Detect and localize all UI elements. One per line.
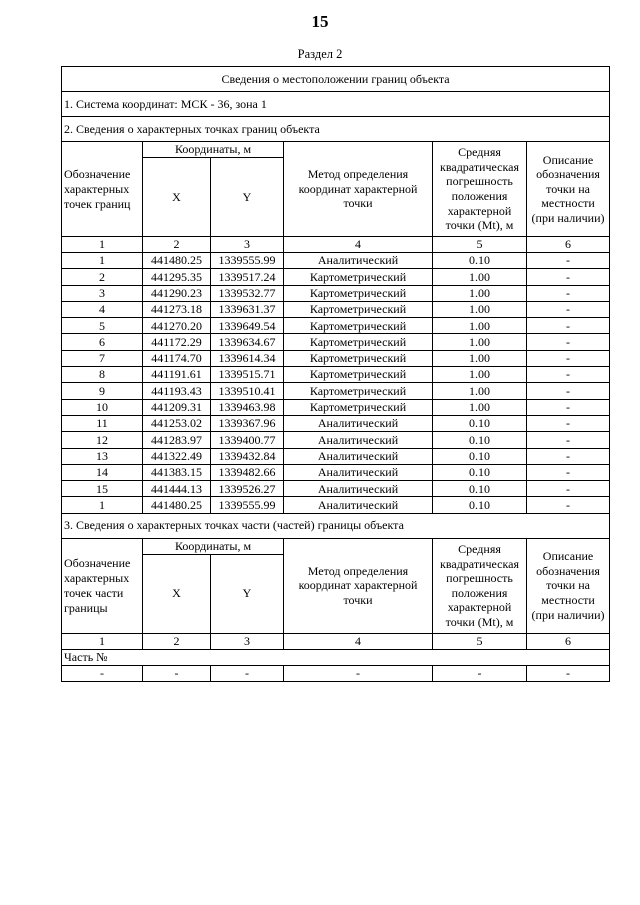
coord-y: 1339526.27 bbox=[211, 481, 284, 497]
method: Аналитический bbox=[284, 253, 433, 269]
table-row bbox=[62, 350, 610, 366]
table-row bbox=[62, 253, 610, 269]
coord-x: 441290.23 bbox=[143, 285, 211, 301]
coord-y: 1339517.24 bbox=[211, 269, 284, 285]
coord-x: 441273.18 bbox=[143, 301, 211, 317]
error-mt: 1.00 bbox=[433, 301, 527, 317]
table-row bbox=[62, 334, 610, 350]
table-row bbox=[62, 367, 610, 383]
coord-y: 1339634.67 bbox=[211, 334, 284, 350]
coord-x: 441444.13 bbox=[143, 481, 211, 497]
coord-y: 1339532.77 bbox=[211, 285, 284, 301]
table-row bbox=[62, 432, 610, 448]
method: Картометрический bbox=[284, 350, 433, 366]
header2-method: Метод определения координат характерной точки bbox=[284, 538, 433, 633]
coord-x: 441480.25 bbox=[143, 253, 211, 269]
description: - bbox=[527, 285, 610, 301]
coord-y: 1339614.34 bbox=[211, 350, 284, 366]
description: - bbox=[527, 269, 610, 285]
header-x: X bbox=[143, 158, 211, 237]
method: Картометрический bbox=[284, 285, 433, 301]
coord-y: 1339510.41 bbox=[211, 383, 284, 399]
table-row bbox=[62, 497, 610, 513]
method: Картометрический bbox=[284, 367, 433, 383]
error-mt: 1.00 bbox=[433, 269, 527, 285]
coord-x: 441209.31 bbox=[143, 399, 211, 415]
section-label: Раздел 2 bbox=[297, 47, 343, 61]
method: Аналитический bbox=[284, 481, 433, 497]
header2-designation bbox=[62, 538, 143, 633]
coord-x: 441270.20 bbox=[143, 318, 211, 334]
column-number-5: 5 bbox=[433, 237, 527, 253]
header-description: Описание обозначения точки на местности (при наличии) bbox=[527, 142, 610, 237]
method: Картометрический bbox=[284, 334, 433, 350]
header-method: Метод определения координат характерной точки bbox=[284, 142, 433, 237]
column-number-4: 4 bbox=[284, 237, 433, 253]
point-number: 10 bbox=[62, 399, 143, 415]
header2-y: Y bbox=[211, 554, 284, 633]
column-number-1: 1 bbox=[62, 633, 143, 649]
coord-system: 1. Система координат: МСК - 36, зона 1 bbox=[62, 92, 610, 117]
point-number: 12 bbox=[62, 432, 143, 448]
header2-description: Описание обозначения точки на местности (при наличии) bbox=[527, 538, 610, 633]
error-mt: 0.10 bbox=[433, 432, 527, 448]
method: Картометрический bbox=[284, 269, 433, 285]
header-coords: Координаты, м bbox=[143, 142, 284, 158]
header2-coords: Координаты, м bbox=[143, 538, 284, 554]
description: - bbox=[527, 253, 610, 269]
coord-x: 441174.70 bbox=[143, 350, 211, 366]
description: - bbox=[527, 334, 610, 350]
description: - bbox=[527, 464, 610, 480]
description: - bbox=[527, 367, 610, 383]
table-row bbox=[62, 269, 610, 285]
description: - bbox=[527, 481, 610, 497]
column-number-3: 3 bbox=[211, 633, 284, 649]
table-title: Сведения о местоположении границ объекта bbox=[62, 67, 610, 92]
error-mt: 1.00 bbox=[433, 334, 527, 350]
header-y: Y bbox=[211, 158, 284, 237]
error-mt: 0.10 bbox=[433, 415, 527, 431]
error-mt: 1.00 bbox=[433, 399, 527, 415]
header-designation: Обозначение характерных точек границ bbox=[62, 142, 143, 237]
error-mt: 0.10 bbox=[433, 497, 527, 513]
method: Аналитический bbox=[284, 464, 433, 480]
header2-designation-text: Обозначение характерных точек части границы bbox=[64, 555, 131, 615]
table-row bbox=[62, 301, 610, 317]
header2-error: Средняя квадратическая погрешность положения характерной точки (Mt), м bbox=[433, 538, 527, 633]
column-number-6: 6 bbox=[527, 633, 610, 649]
table-row bbox=[62, 448, 610, 464]
description: - bbox=[527, 318, 610, 334]
coord-y: 1339432.84 bbox=[211, 448, 284, 464]
point-number: 15 bbox=[62, 481, 143, 497]
point-number: 1 bbox=[62, 253, 143, 269]
coord-y: 1339555.99 bbox=[211, 253, 284, 269]
column-number-4: 4 bbox=[284, 633, 433, 649]
point-number: 1 bbox=[62, 497, 143, 513]
coord-y: 1339555.99 bbox=[211, 497, 284, 513]
error-mt: 0.10 bbox=[433, 448, 527, 464]
coord-y: 1339400.77 bbox=[211, 432, 284, 448]
coord-x: 441172.29 bbox=[143, 334, 211, 350]
boundary-table bbox=[61, 66, 610, 682]
empty-cell-4: - bbox=[284, 665, 433, 681]
method: Картометрический bbox=[284, 318, 433, 334]
description: - bbox=[527, 432, 610, 448]
point-number: 2 bbox=[62, 269, 143, 285]
part1-title: 2. Сведения о характерных точках границ объекта bbox=[62, 117, 610, 142]
coord-x: 441383.15 bbox=[143, 464, 211, 480]
point-number: 14 bbox=[62, 464, 143, 480]
column-number-2: 2 bbox=[143, 633, 211, 649]
coord-x: 441191.61 bbox=[143, 367, 211, 383]
point-number: 4 bbox=[62, 301, 143, 317]
table-row bbox=[62, 399, 610, 415]
error-mt: 0.10 bbox=[433, 253, 527, 269]
description: - bbox=[527, 383, 610, 399]
empty-cell-2: - bbox=[143, 665, 211, 681]
table-row bbox=[62, 285, 610, 301]
coord-x: 441283.97 bbox=[143, 432, 211, 448]
point-number: 6 bbox=[62, 334, 143, 350]
error-mt: 1.00 bbox=[433, 367, 527, 383]
part-number-label: Часть № bbox=[62, 649, 610, 665]
coord-x: 441295.35 bbox=[143, 269, 211, 285]
description: - bbox=[527, 399, 610, 415]
point-number: 13 bbox=[62, 448, 143, 464]
empty-cell-1: - bbox=[62, 665, 143, 681]
description: - bbox=[527, 350, 610, 366]
coord-y: 1339463.98 bbox=[211, 399, 284, 415]
description: - bbox=[527, 301, 610, 317]
header-error: Средняя квадратическая погрешность положения характерной точки (Mt), м bbox=[433, 142, 527, 237]
method: Аналитический bbox=[284, 432, 433, 448]
part2-title: 3. Сведения о характерных точках части (частей) границы объекта bbox=[62, 513, 610, 538]
column-number-5: 5 bbox=[433, 633, 527, 649]
coord-x: 441322.49 bbox=[143, 448, 211, 464]
coord-x: 441480.25 bbox=[143, 497, 211, 513]
error-mt: 1.00 bbox=[433, 318, 527, 334]
error-mt: 0.10 bbox=[433, 481, 527, 497]
point-number: 11 bbox=[62, 415, 143, 431]
empty-cell-5: - bbox=[433, 665, 527, 681]
point-number: 7 bbox=[62, 350, 143, 366]
error-mt: 1.00 bbox=[433, 350, 527, 366]
table-row bbox=[62, 481, 610, 497]
header2-x: X bbox=[143, 554, 211, 633]
method: Картометрический bbox=[284, 399, 433, 415]
coord-x: 441193.43 bbox=[143, 383, 211, 399]
table-row bbox=[62, 415, 610, 431]
coord-y: 1339482.66 bbox=[211, 464, 284, 480]
error-mt: 0.10 bbox=[433, 464, 527, 480]
column-number-6: 6 bbox=[527, 237, 610, 253]
coord-x: 441253.02 bbox=[143, 415, 211, 431]
point-number: 9 bbox=[62, 383, 143, 399]
method: Картометрический bbox=[284, 383, 433, 399]
method: Аналитический bbox=[284, 448, 433, 464]
column-number-3: 3 bbox=[211, 237, 284, 253]
point-number: 8 bbox=[62, 367, 143, 383]
coord-y: 1339367.96 bbox=[211, 415, 284, 431]
table-row bbox=[62, 318, 610, 334]
error-mt: 1.00 bbox=[433, 383, 527, 399]
coord-y: 1339631.37 bbox=[211, 301, 284, 317]
column-number-2: 2 bbox=[143, 237, 211, 253]
method: Аналитический bbox=[284, 497, 433, 513]
page-number: 15 bbox=[311, 12, 329, 31]
table-row bbox=[62, 464, 610, 480]
point-number: 3 bbox=[62, 285, 143, 301]
error-mt: 1.00 bbox=[433, 285, 527, 301]
empty-cell-3: - bbox=[211, 665, 284, 681]
coord-y: 1339515.71 bbox=[211, 367, 284, 383]
description: - bbox=[527, 415, 610, 431]
description: - bbox=[527, 448, 610, 464]
coord-y: 1339649.54 bbox=[211, 318, 284, 334]
method: Картометрический bbox=[284, 301, 433, 317]
description: - bbox=[527, 497, 610, 513]
column-number-1: 1 bbox=[62, 237, 143, 253]
empty-cell-6: - bbox=[527, 665, 610, 681]
method: Аналитический bbox=[284, 415, 433, 431]
table-row bbox=[62, 383, 610, 399]
point-number: 5 bbox=[62, 318, 143, 334]
